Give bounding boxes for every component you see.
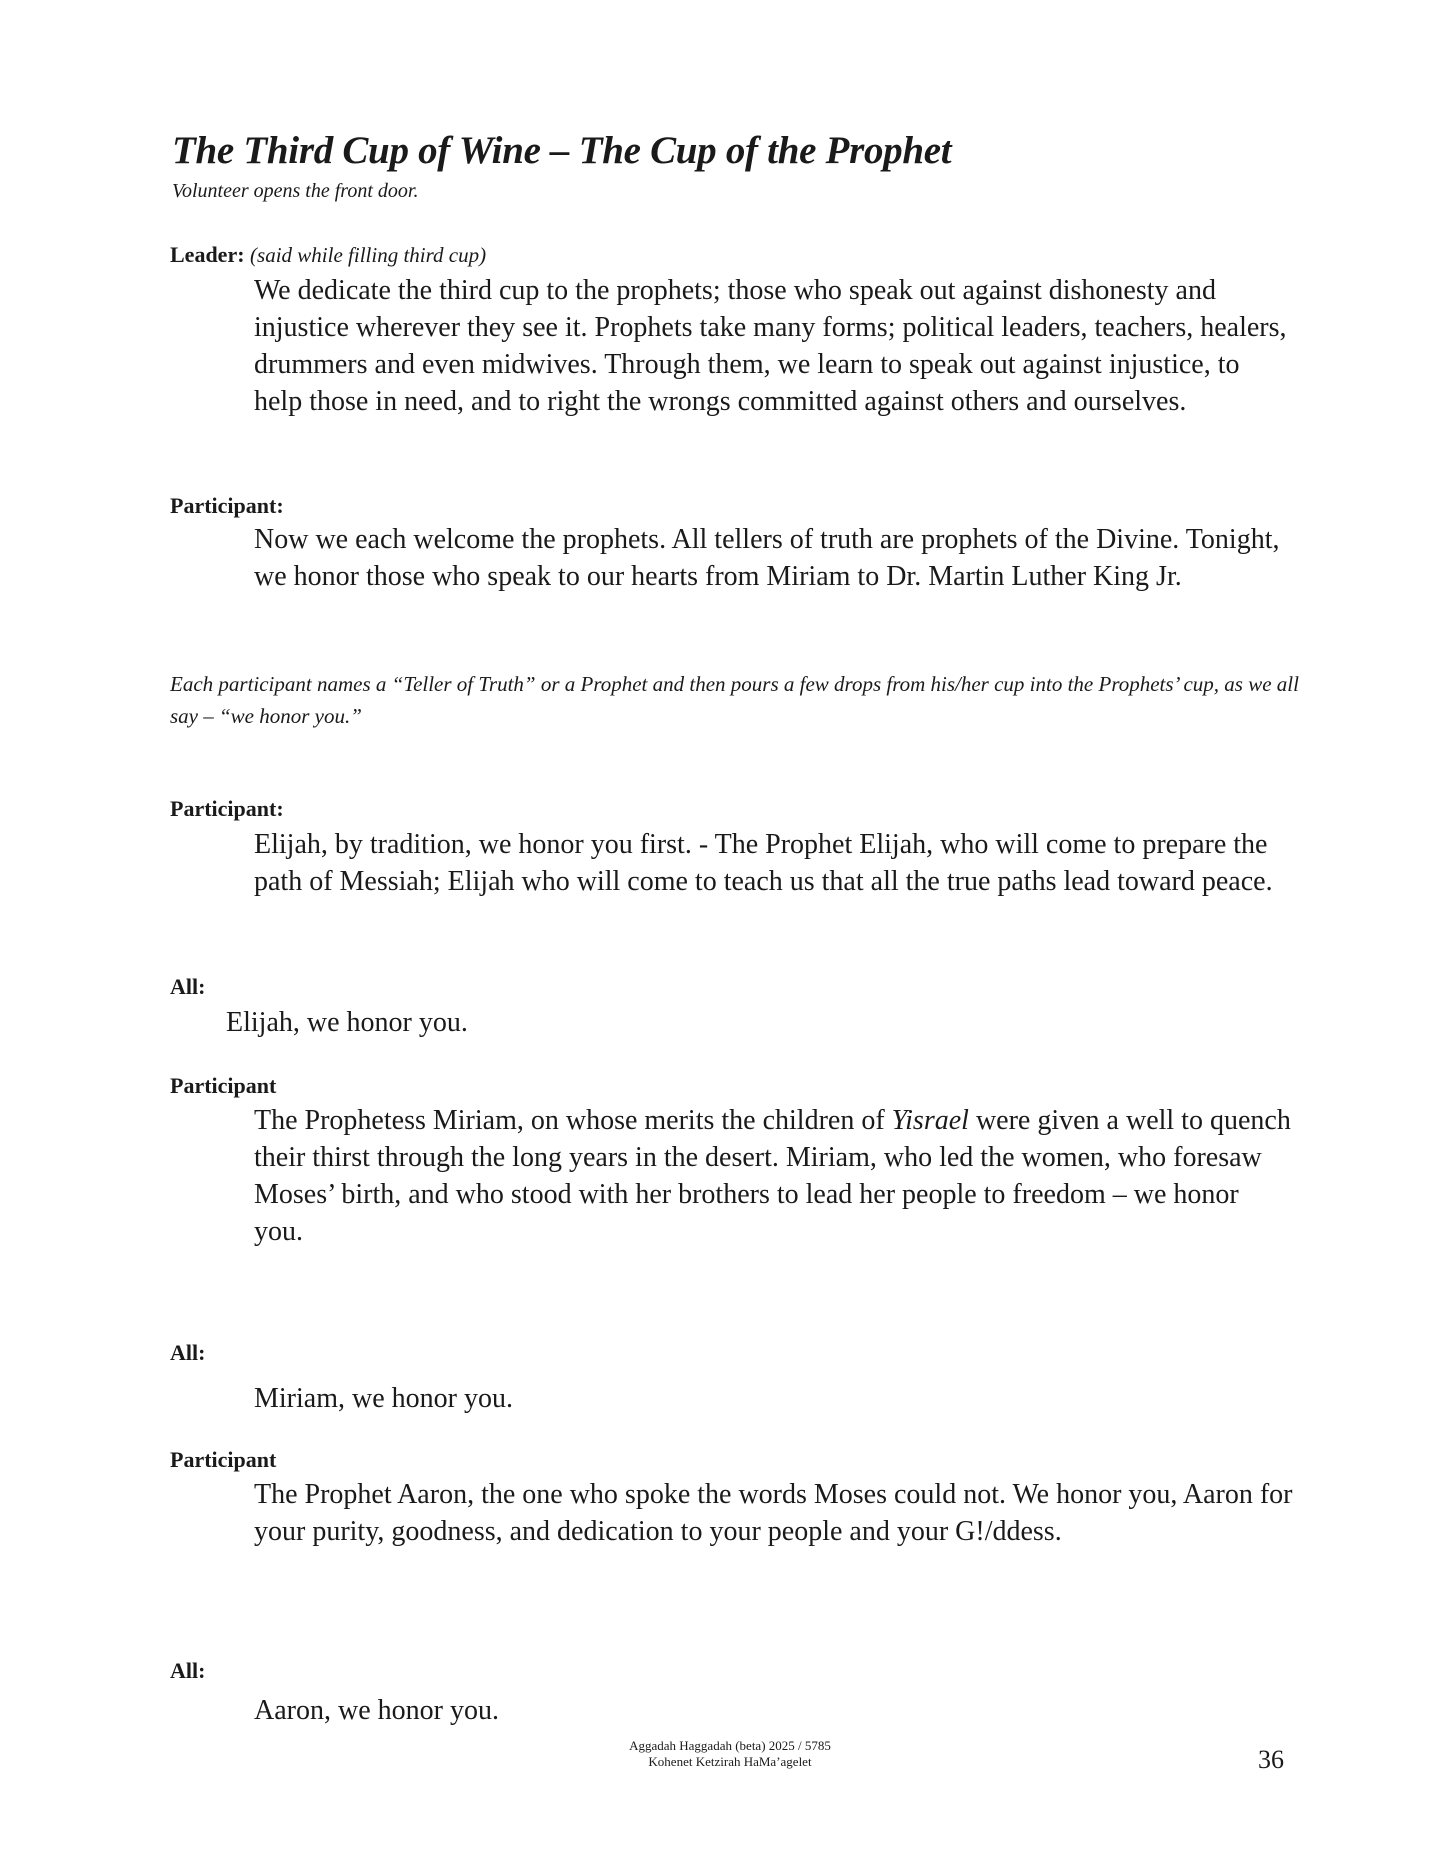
italic-word: Yisrael: [891, 1105, 969, 1136]
speaker-label-participant: Participant:: [170, 796, 284, 821]
speaker-note: (said while filling third cup): [250, 243, 487, 267]
speaker-label-leader: [170, 242, 486, 268]
all-miriam-text: Miriam, we honor you.: [254, 1383, 513, 1414]
speaker-label: Leader:: [170, 242, 245, 267]
instruction-text: Each participant names a “Teller of Truth” or a Prophet and then pours a few drops from his/her cup into the Prophets’ cup, as we all say – “we honor you.”: [170, 672, 1299, 728]
speaker-label-participant: Participant: [170, 1447, 277, 1472]
page-footer: [560, 1738, 900, 1770]
stage-direction: Volunteer opens the front door.: [172, 180, 419, 202]
speaker-label-all: All:: [170, 1658, 206, 1683]
speaker-label-all: All:: [170, 974, 206, 999]
footer-line-1: Aggadah Haggadah (beta) 2025 / 5785: [629, 1738, 831, 1753]
participant-text: Now we each welcome the prophets. All tellers of truth are prophets of the Divine. Tonight, we honor those who speak to our hearts from Miriam to Dr. Martin Luther King Jr.: [254, 524, 1280, 592]
text-segment: The Prophetess Miriam, on whose merits the children of: [254, 1105, 892, 1136]
all-aaron-text: Aaron, we honor you.: [254, 1695, 499, 1726]
speaker-label-all: All:: [170, 1340, 206, 1365]
page-title: The Third Cup of Wine – The Cup of the Prophet: [172, 129, 952, 172]
footer-line-2: Kohenet Ketzirah HaMa’agelet: [648, 1754, 812, 1769]
speaker-label-participant: Participant:: [170, 493, 284, 518]
leader-text: We dedicate the third cup to the prophets; those who speak out against dishonesty and injustice wherever they see it. Prophets take many forms; political leaders, teachers, healers, drummers and even midwives. Through them, we learn to speak out against injustice, to help those in need, and to right the wrongs committed against others and ourselves.: [254, 275, 1287, 417]
text-segment: were given a well to quench their thirst through the long years in the desert. Miriam, who led the women, who foresaw Moses’ birth, and who stood with her brothers to lead her people to freedom – we honor you.: [254, 1105, 1291, 1247]
participant-aaron-text: The Prophet Aaron, the one who spoke the words Moses could not. We honor you, Aaron for your purity, goodness, and dedication to your people and your G!/ddess.: [254, 1479, 1293, 1547]
speaker-label-participant: Participant: [170, 1073, 277, 1098]
participant-elijah-text: Elijah, by tradition, we honor you first. - The Prophet Elijah, who will come to prepare the path of Messiah; Elijah who will come to teach us that all the true paths lead toward peace.: [254, 829, 1273, 897]
all-elijah-text: Elijah, we honor you.: [226, 1007, 468, 1038]
page-number: 36: [1258, 1745, 1284, 1774]
participant-miriam-text: [254, 1102, 1294, 1250]
